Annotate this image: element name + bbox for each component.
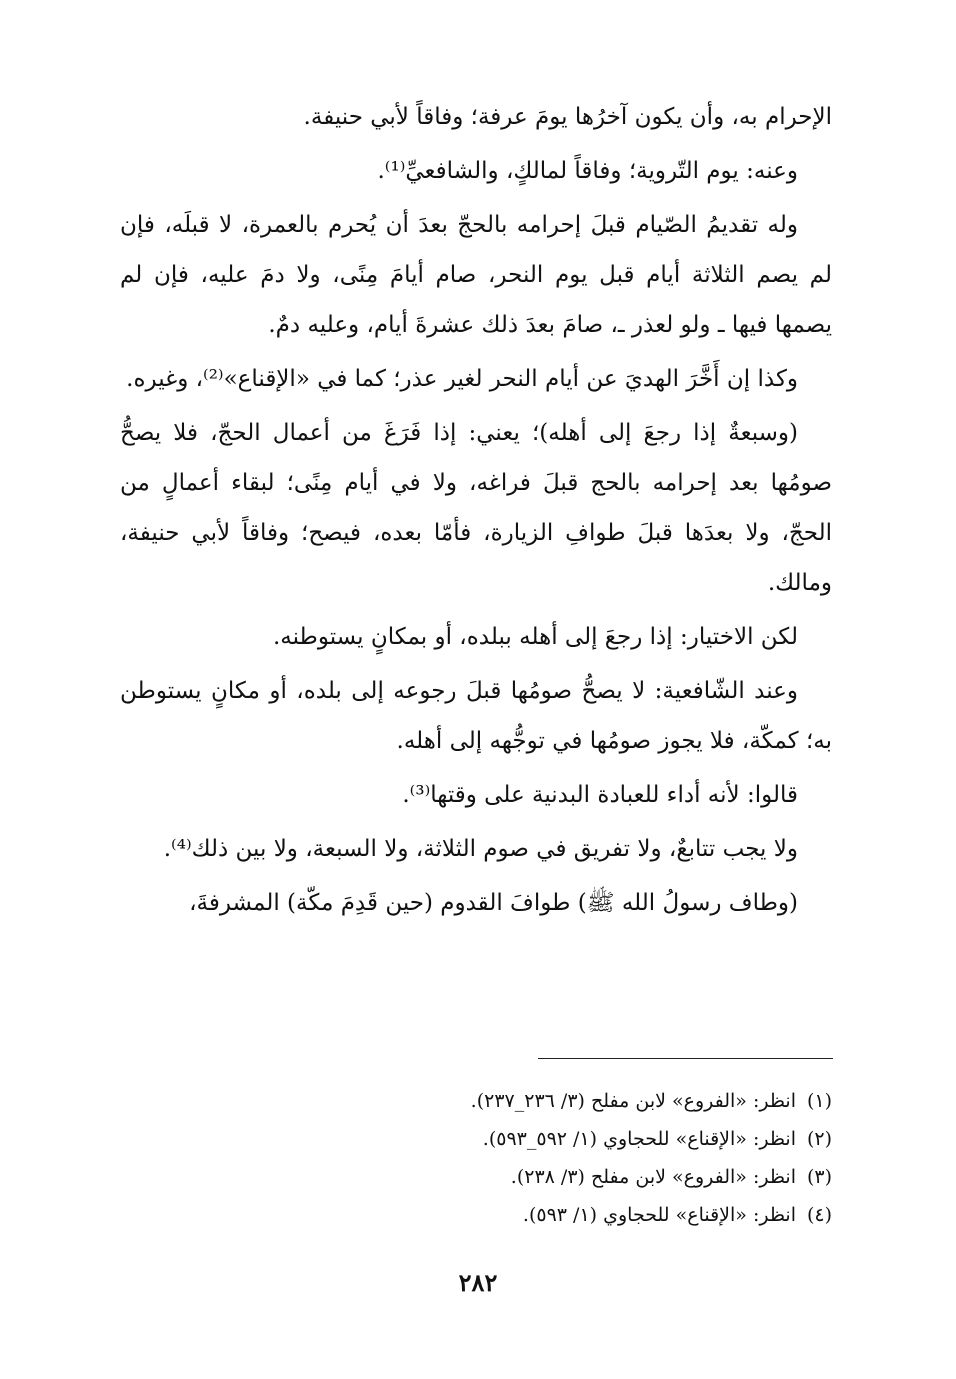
footnote-4 [320,1196,832,1234]
footnotes [320,1082,832,1234]
footnote-number: (٤) [806,1204,832,1226]
paragraph-2: وعنه: يوم التّروية؛ وفاقاً لمالكٍ، والشافعيِّ⁽¹⁾. [377,158,798,184]
footnote-number: (٢) [806,1128,832,1150]
paragraph-1: الإحرام به، وأن يكون آخرُها يومَ عرفة؛ وفاقاً لأبي حنيفة. [303,104,832,130]
paragraph-7: وعند الشّافعية: لا يصحُّ صومُها قبلَ رجوعه إلى بلده، أو مكانٍ يستوطن به؛ كمكّة، فلا يجوز صومُها في توجُّهه إلى أهله. [120,678,832,754]
paragraph-9: ولا يجب تتابعٌ، ولا تفريق في صوم الثلاثة، ولا السبعة، ولا بين ذلك⁽⁴⁾. [163,836,798,862]
footnote-number: (٣) [806,1166,832,1188]
footnote-number: (١) [806,1090,832,1112]
footnote-text: انظر: «الفروع» لابن مفلح (٣/ ٢٣٦_٢٣٧). [470,1090,796,1112]
footnote-separator [538,1058,833,1059]
paragraph-8: قالوا: لأنه أداء للعبادة البدنية على وقتها⁽³⁾. [402,782,798,808]
footnote-3 [320,1158,832,1196]
footnote-text: انظر: «الإقناع» للحجاوي (١/ ٥٩٣). [522,1204,796,1226]
footnote-text: انظر: «الإقناع» للحجاوي (١/ ٥٩٢_٥٩٣). [482,1128,796,1150]
body-text [120,92,832,932]
paragraph-10: (وطاف رسولُ الله ﷺ) طوافَ القدوم (حين قَدِمَ مكّة) المشرفةَ، [189,890,798,916]
paragraph-3: وله تقديمُ الصّيام قبلَ إحرامه بالحجّ بعدَ أن يُحرم بالعمرة، لا قبلَه، فإن لم يصم الثلاثة أيام قبل يوم النحر، صام أيامَ مِنًى، ولا دمَ عليه، فإن لم يصمها فيها ـ ولو لعذر ـ، صامَ بعدَ ذلك عشرةَ أيام، وعليه دمٌ. [120,212,832,338]
footnote-text: انظر: «الفروع» لابن مفلح (٣/ ٢٣٨). [510,1166,796,1188]
paragraph-5: (وسبعةٌ إذا رجعَ إلى أهله)؛ يعني: إذا فَرَغَ من أعمال الحجّ، فلا يصحُّ صومُها بعد إحرامه بالحج قبلَ فراغه، ولا في أيام مِنًى؛ لبقاء أعمالٍ من الحجّ، ولا بعدَها قبلَ طوافِ الزيارة، فأمّا بعده، فيصح؛ وفاقاً لأبي حنيفة، ومالك. [120,420,832,596]
paragraph-4: وكذا إن أَخَّرَ الهديَ عن أيام النحر لغير عذر؛ كما في «الإقناع»⁽²⁾، وغيره. [126,366,798,392]
paragraph-6: لكن الاختيار: إذا رجعَ إلى أهله ببلده، أو بمكانٍ يستوطنه. [272,624,798,650]
footnote-1 [320,1082,832,1120]
page-number: ٢٨٢ [458,1268,498,1297]
footnote-2 [320,1120,832,1158]
